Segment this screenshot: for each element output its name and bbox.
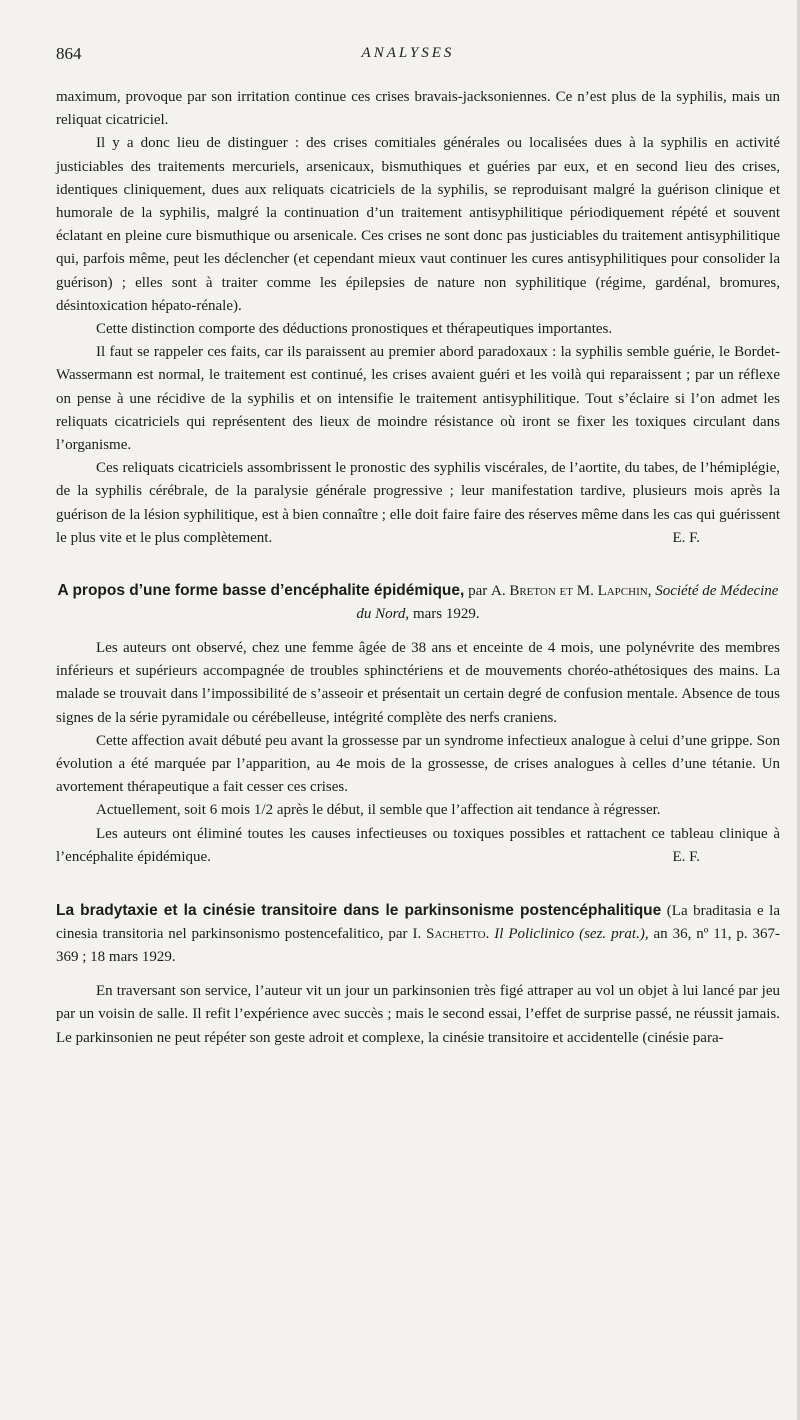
article-source: Société de Médecine du Nord, [356,583,779,623]
paragraph: maximum, provoque par son irritation continue ces crises bravais-jacksoniennes. Ce n’est plus de la syphilis, mais un reliquat cicatriciel. [56,89,780,129]
article-heading [56,579,780,626]
article-authors: A. Breton et M. Lapchin, [491,583,652,600]
running-title: ANALYSES [361,45,455,61]
article-reference: an 36, nº 11, p. 367-369 ; 18 mars 1929. [56,926,781,966]
paragraph: Les auteurs ont observé, chez une femme âgée de 38 ans et enceinte de 4 mois, une polynévrite des membres inférieurs et supérieurs accompagnée de troubles sphinctériens et de mouvements choréo-athétosiques des mains. La malade se trouvait dans l’impossibilité de s’asseoir et présentait un certain degré de confusion mentale. Absence de tous signes de la série pyramidale ou cérébelleuse, intégrité complète des nerfs craniens. [56,640,780,726]
article-subtitle: (La braditasia e la cinesia transitoria nel parkinsonismo postencefalitico, [56,903,781,943]
by-word: par [468,583,488,600]
paragraph: Il y a donc lieu de distinguer : des crises comitiales générales ou localisées dues à la syphilis en activité justiciables des traitements mercuriels, arsenicaux, bismuthiques et guéries par eux, et en second lieu des crises, identiques cliniquement, dues aux reliquats cicatriciels de la syphilis, se reproduisant malgré la guérison clinique et humorale de la syphilis, malgré la continuation d’un traitement antisyphilitique périodiquement répété et souvent éclatant en pleine cure bismuthique ou arsenicale. Ces crises ne sont donc pas justiciables du traitement antisyphilitique qui, parfois même, peut les déclencher (et cependant mieux vaut continuer les cures antisyphilitiques pour consolider la guérison) ; elles sont à traiter comme les épilepsies de nature non syphilitique (régime, gardénal, bromures, désintoxication hépato-rénale). [56,135,780,314]
article-journal: Il Policlinico (sez. prat.), [494,926,649,943]
paragraph-with-signature [56,457,780,550]
article-title: La bradytaxie et la cinésie transitoire dans le parkinsonisme postencéphalitique [56,902,662,920]
paragraph-text: Les auteurs ont éliminé toutes les causes infectieuses ou toxiques possibles et rattachent ce tableau clinique à l’encéphalite épidémique. [56,825,780,865]
paragraph: Actuellement, soit 6 mois 1/2 après le début, il semble que l’affection ait tendance à régresser. [96,802,661,819]
by-word: par [388,926,408,943]
paragraph: Cette affection avait débuté peu avant la grossesse par un syndrome infectieux analogue à celui d’une grippe. Son évolution a été marquée par l’apparition, au 4e mois de la grossesse, de crises analogues à celles d’une tétanie. Un avortement thérapeutique a fait cesser ces crises. [56,732,780,796]
signature: E. F. [672,529,700,546]
page-header [56,44,760,68]
page-number: 864 [56,44,82,63]
article-title: A propos d’une forme basse d’encéphalite épidémique, [57,582,465,600]
signature: E. F. [672,848,700,865]
article-author: I. Sachetto. [412,926,490,943]
paragraph: En traversant son service, l’auteur vit un jour un parkinsonien très figé attraper au vol un objet à lui lancé par jeu par un voisin de salle. Il refit l’expérience avec succès ; mais le second essai, l’effet de surprise passé, ne réussit jamais. Le parkinsonien ne peut répéter son geste adroit et complexe, la cinésie transitoire et accidentelle (cinésie para- [56,983,780,1046]
paragraph: Cette distinction comporte des déductions pronostiques et thérapeutiques importantes. [96,321,613,338]
page-body [56,86,780,1050]
paragraph-with-signature [56,823,780,869]
paragraph-text: Ces reliquats cicatriciels assombrissent le pronostic des syphilis viscérales, de l’aortite, du tabes, de l’hémiplégie, de la syphilis cérébrale, de la paralysie générale progressive ; leur manifestation tardive, plusieurs mois après la guérison de la lésion syphilitique, est à bien connaître ; elle doit faire faire des réserves même dans les cas qui guérissent le plus vite et le plus complètement. [56,460,780,546]
article-date: mars 1929. [412,606,480,623]
paragraph: Il faut se rappeler ces faits, car ils paraissent au premier abord paradoxaux : la syphilis semble guérie, le Bordet-Wassermann est normal, le traitement est continué, les crises avaient guéri et les voilà qui reparaissent ; par un réflexe on pense à une récidive de la syphilis et on intensifie le traitement antisyphilitique. Tout s’éclaire si l’on admet les reliquats cicatriciels qui représentent des lieux de moindre résistance où iront se fixer les toxiques circulant dans l’organisme. [56,344,780,454]
article-heading [56,899,780,969]
